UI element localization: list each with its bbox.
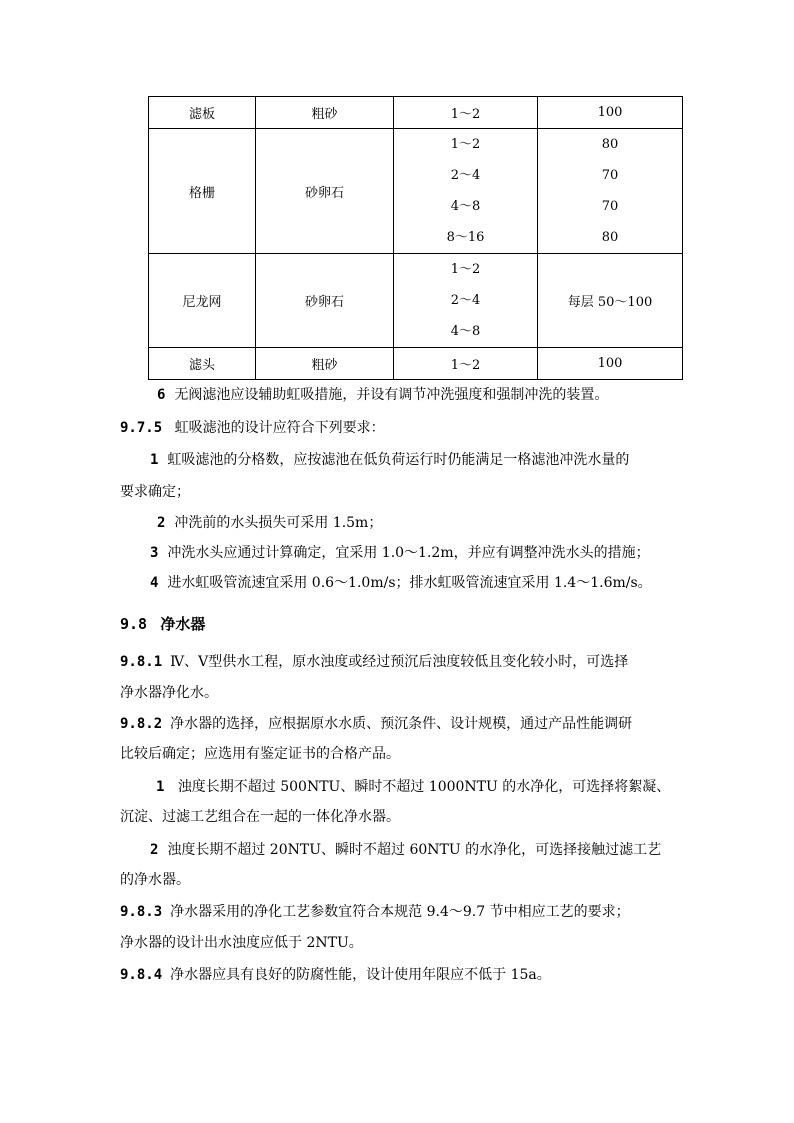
clause-9-8-4: 9.8.4 净水器应具有良好的防腐性能，设计使用年限应不低于 15a。 — [120, 967, 551, 983]
cell-material: 粗砂 — [256, 97, 394, 129]
item-2: 2 冲洗前的水头损失可采用 1.5m； — [157, 515, 383, 531]
cell-material: 粗砂 — [256, 348, 394, 380]
table-row — [149, 348, 683, 380]
clause-text: 净水器应具有良好的防腐性能，设计使用年限应不低于 15a。 — [170, 967, 551, 983]
size-value: 4～8 — [450, 199, 481, 214]
clause-9-7-5: 9.7.5 虹吸滤池的设计应符合下列要求： — [120, 420, 385, 436]
size-value: 4～8 — [450, 324, 481, 339]
thickness-value: 80 — [601, 230, 619, 245]
item-1-cont: 要求确定； — [120, 484, 190, 500]
thickness-value: 70 — [601, 168, 619, 183]
clause-9-8-3: 9.8.3 净水器采用的净化工艺参数宜符合本规范 9.4～9.7 节中相应工艺的要求； — [120, 904, 630, 920]
cell-thickness: 每层 50～100 — [538, 254, 683, 348]
size-value: 2～4 — [450, 293, 481, 308]
item-text: 浊度长期不超过 500NTU、瞬时不超过 1000NTU 的水净化，可选择将絮凝、 — [177, 779, 671, 795]
item-2-cont: 的净水器。 — [120, 872, 190, 888]
cell-thickness — [538, 129, 683, 254]
clause-9-8-1: 9.8.1 Ⅳ、Ⅴ型供水工程，原水浊度或经过预沉后浊度较低且变化较小时，可选择 — [120, 654, 629, 670]
item-text: 冲洗水头应通过计算确定，宜采用 1.0～1.2m，并应有调整冲洗水头的措施； — [167, 545, 650, 561]
cell-type: 尼龙网 — [149, 254, 256, 348]
thickness-value: 80 — [601, 137, 619, 152]
size-value: 1～2 — [450, 137, 481, 152]
item-4: 4 进水虹吸管流速宜采用 0.6～1.0m/s；排水虹吸管流速宜采用 1.4～1.6m/s。 — [150, 575, 652, 591]
clause-text: 净水器的选择，应根据原水水质、预沉条件、设计规模，通过产品性能调研 — [170, 716, 633, 732]
item-text: 浊度长期不超过 20NTU、瞬时不超过 60NTU 的水净化，可选择接触过滤工艺 — [167, 842, 662, 858]
clause-9-8-1-cont: 净水器净化水。 — [120, 685, 218, 701]
cell-size — [394, 254, 538, 348]
cell-type: 格栅 — [149, 129, 256, 254]
cell-size: 1～2 — [394, 348, 538, 380]
section-heading-9-8: 9.8 净水器 — [120, 615, 206, 633]
cell-thickness: 100 — [538, 348, 683, 380]
clause-9-8-2: 9.8.2 净水器的选择，应根据原水水质、预沉条件、设计规模，通过产品性能调研 — [120, 716, 633, 732]
cell-type: 滤头 — [149, 348, 256, 380]
filter-media-table — [148, 96, 683, 380]
table-row — [149, 129, 683, 254]
section-title: 净水器 — [160, 615, 206, 633]
clause-text: Ⅳ、Ⅴ型供水工程，原水浊度或经过预沉后浊度较低且变化较小时，可选择 — [170, 654, 629, 670]
clause-9-8-2-cont: 比较后确定；应选用有鉴定证书的合格产品。 — [120, 746, 400, 762]
thickness-value: 70 — [601, 199, 619, 214]
size-value: 8～16 — [446, 230, 485, 245]
item-text: 无阀滤池应设辅助虹吸措施，并设有调节冲洗强度和强制冲洗的装置。 — [174, 387, 609, 403]
table-row — [149, 97, 683, 129]
cell-thickness: 100 — [538, 97, 683, 129]
clause-9-8-3-cont: 净水器的设计出水浊度应低于 2NTU。 — [120, 935, 363, 951]
cell-type: 滤板 — [149, 97, 256, 129]
cell-material: 砂卵石 — [256, 254, 394, 348]
cell-size — [394, 129, 538, 254]
clause-text: 虹吸滤池的设计应符合下列要求： — [174, 420, 385, 436]
clause-text: 净水器采用的净化工艺参数宜符合本规范 9.4～9.7 节中相应工艺的要求； — [170, 904, 630, 920]
item-text: 进水虹吸管流速宜采用 0.6～1.0m/s；排水虹吸管流速宜采用 1.4～1.6m/s。 — [167, 575, 652, 591]
item-1: 1 浊度长期不超过 500NTU、瞬时不超过 1000NTU 的水净化，可选择将絮凝、 — [156, 779, 671, 795]
item-3: 3 冲洗水头应通过计算确定，宜采用 1.0～1.2m，并应有调整冲洗水头的措施； — [150, 545, 650, 561]
size-value: 1～2 — [450, 262, 481, 277]
item-text: 冲洗前的水头损失可采用 1.5m； — [174, 515, 383, 531]
cell-material: 砂卵石 — [256, 129, 394, 254]
table-row — [149, 254, 683, 348]
item-1-cont: 沉淀、过滤工艺组合在一起的一体化净水器。 — [120, 809, 400, 825]
item-text: 虹吸滤池的分格数，应按滤池在低负荷运行时仍能满足一格滤池冲洗水量的 — [167, 452, 630, 468]
size-value: 2～4 — [450, 168, 481, 183]
item-2: 2 浊度长期不超过 20NTU、瞬时不超过 60NTU 的水净化，可选择接触过滤工艺 — [150, 842, 662, 858]
item-1: 1 虹吸滤池的分格数，应按滤池在低负荷运行时仍能满足一格滤池冲洗水量的 — [150, 452, 630, 468]
cell-size: 1～2 — [394, 97, 538, 129]
item-6: 6 无阀滤池应设辅助虹吸措施，并设有调节冲洗强度和强制冲洗的装置。 — [157, 387, 609, 403]
